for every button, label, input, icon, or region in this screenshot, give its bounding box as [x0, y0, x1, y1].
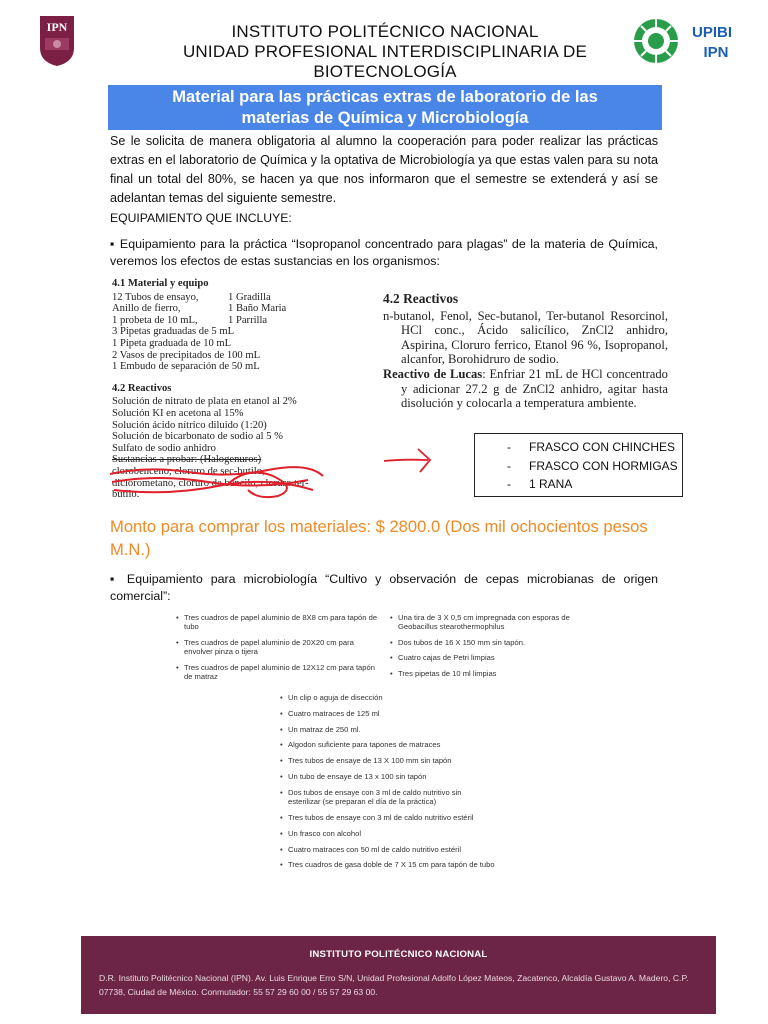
lucas-text: : Enfriar 21 mL de HCl concentrado y adicionar 27.2 g de ZnCl2 anhidro, agitar hasta disolución y colocarla a temperatura ambiente. — [401, 366, 668, 411]
red-scribble-annotation — [108, 462, 328, 502]
material-item: 1 Gradilla — [228, 291, 271, 303]
material-row — [112, 292, 327, 304]
micro-list-b — [390, 613, 590, 684]
micro-item: • Cuatro matraces de 125 ml — [280, 709, 496, 718]
material-item: 1 probeta de 10 mL, — [112, 314, 198, 326]
material-item: 1 Baño Maria — [228, 303, 287, 315]
micro-item: • Dos tubos de ensaye con 3 ml de caldo nutritivo sin esterilizar (se preparan el día de la práctica) — [280, 788, 496, 807]
frasco-item: - FRASCO CON HORMIGAS — [507, 457, 682, 476]
micro-item: • Tres pipetas de 10 ml limpias — [390, 669, 590, 678]
frasco-item: - 1 RANA — [507, 475, 682, 494]
frascos-box — [474, 433, 683, 497]
micro-item: • Un tubo de ensaye de 13 x 100 sin tapón — [280, 772, 496, 781]
material-row — [112, 338, 327, 350]
equipment-heading: EQUIPAMIENTO QUE INCLUYE: — [110, 211, 292, 225]
micro-item: • Un frasco con alcohol — [280, 829, 496, 838]
monto-text: Monto para comprar los materiales: $ 2800.0 (Dos mil ochocientos pesos M.N.) — [110, 517, 648, 559]
footer — [81, 936, 716, 1014]
reactivos-title-left: 4.2 Reactivos — [112, 382, 172, 394]
micro-item: • Tres cuadros de papel aluminio de 20X20 cm para envolver pinza o tijera — [176, 638, 382, 657]
red-arrow-icon — [382, 445, 434, 475]
institution-header — [120, 22, 650, 82]
reactivo-item: diclorometano, cloruro de bencilo, cloruro ter- — [112, 477, 309, 489]
reactivo-item: Sulfato de sodio anhidro — [112, 442, 216, 454]
lucas-reagent — [383, 367, 668, 411]
micro-item: • Dos tubos de 16 X 150 mm sin tapón. — [390, 638, 590, 647]
reactivo-item: Sustancias a probar: (Halogenuros) — [112, 454, 262, 466]
micro-item: • Cuatro cajas de Petri limpias — [390, 653, 590, 662]
reactivos-text: n-butanol, Fenol, Sec-butanol, Ter-butanol Resorcinol, HCl conc., Ácido salicílico, ZnCl2 anhidro, Aspirina, Cloruro ferrico, Etanol 96 %, Isopropanol, alcanfor, Borohidruro de sodio. — [383, 308, 668, 367]
microbiologia-bullet: ▪ Equipamiento para microbiología “Cultivo y observación de cepas microbianas de origen comercial”: — [110, 572, 658, 603]
material-item: 1 Parrilla — [228, 314, 268, 326]
micro-item: • Un matraz de 250 ml. — [280, 725, 496, 734]
material-item: 3 Pipetas graduadas de 5 mL — [112, 326, 235, 338]
reactivo-item: Solución KI en acetona al 15% — [112, 407, 244, 419]
reactivo-item: butilo. — [112, 489, 140, 501]
upibi-logo-subtext: IPN — [703, 44, 729, 61]
micro-item: • Algodon suficiente para tapones de matraces — [280, 740, 496, 749]
reactivo-item: Solución de nitrato de plata en etanol al 2% — [112, 396, 297, 408]
reactivos-scan — [383, 292, 668, 411]
upibi-logo-text: UPIBI — [691, 24, 733, 41]
micro-list-a — [176, 613, 382, 687]
micro-item: • Tres tubos de ensaye con 3 ml de caldo nutritivo estéril — [280, 813, 496, 822]
material-row — [112, 326, 327, 338]
header-line-2: UNIDAD PROFESIONAL INTERDISCIPLINARIA DE — [182, 42, 588, 61]
material-row — [112, 350, 327, 362]
micro-item: • Un clip o aguja de disección — [280, 693, 496, 702]
banner-line-2: materias de Química y Microbiología — [241, 109, 529, 127]
quimica-bullet: ▪ Equipamiento para la práctica “Isopropanol concentrado para plagas” de la materia de Química, veremos los efectos de estas sustancias en los organismos: — [110, 237, 658, 268]
material-item: 1 Pipeta graduada de 10 mL — [112, 337, 232, 349]
lucas-label: Reactivo de Lucas — [383, 366, 483, 381]
micro-item: • Tres cuadros de gasa doble de 7 X 15 cm para tapón de tubo — [280, 860, 496, 869]
header-line-3: BIOTECNOLOGÍA — [313, 62, 457, 81]
material-row — [112, 315, 327, 327]
material-item: 1 Embudo de separación de 50 mL — [112, 361, 260, 373]
material-title: 4.1 Material y equipo — [112, 278, 209, 289]
material-row — [112, 303, 327, 315]
micro-item: • Tres cuadros de papel aluminio de 12X12 cm para tapón de matraz — [176, 663, 382, 682]
material-item: 2 Vasos de precipitados de 100 mL — [112, 349, 261, 361]
micro-item: • Tres tubos de ensaye de 13 X 100 mm sin tapón — [280, 756, 496, 765]
reactivo-item: Solución de bicarbonato de sodio al 5 % — [112, 431, 283, 443]
micro-item: • Cuatro matraces con 50 ml de caldo nutritivo estéril — [280, 845, 496, 854]
reactivos-title-right: 4.2 Reactivos — [383, 291, 459, 306]
reactivo-item: Solución ácido nítrico diluido (1:20) — [112, 419, 267, 431]
material-row — [112, 361, 327, 373]
header-line-1: INSTITUTO POLITÉCNICO NACIONAL — [231, 22, 539, 41]
micro-item: • Tres cuadros de papel aluminio de 8X8 cm para tapón de tubo — [176, 613, 382, 632]
material-item: 12 Tubos de ensayo, — [112, 291, 199, 303]
ipn-logo — [36, 12, 78, 68]
footer-address: D.R. Instituto Politécnico Nacional (IPN). Av. Luis Enrique Erro S/N, Unidad Profesional Adolfo López Mateos, Zacatenco, Alcaldía Gustavo A. Madero, C.P. 07738, Ciudad de México. Conmutador: 55 57 29 60 00 / 55 57 29 63 00. — [99, 973, 689, 997]
material-list — [112, 292, 327, 373]
intro-paragraph: Se le solicita de manera obligatoria al alumno la cooperación para poder realizar las prácticas extras en el laboratorio de Química y la optativa de Microbiología ya que estas valen para su nota final un total del 80%, se hacen ya que nos informaron que el semestre se extenderá y así se adelantan temas del siguiente semestre. — [110, 134, 658, 205]
title-banner — [108, 85, 662, 130]
reactivo-item: clorobenceno, cloruro de sec-butilo, — [112, 465, 265, 477]
micro-list-c — [280, 693, 496, 876]
banner-line-1: Material para las prácticas extras de laboratorio de las — [172, 88, 598, 106]
ipn-logo-text: IPN — [46, 20, 68, 34]
material-item: Anillo de fierro, — [112, 303, 181, 315]
micro-item: • Una tira de 3 X 0,5 cm impregnada con esporas de Geobacillus stearothermophilus — [390, 613, 590, 632]
frasco-item: - FRASCO CON CHINCHES — [507, 438, 682, 457]
footer-title: INSTITUTO POLITÉCNICO NACIONAL — [309, 949, 488, 960]
